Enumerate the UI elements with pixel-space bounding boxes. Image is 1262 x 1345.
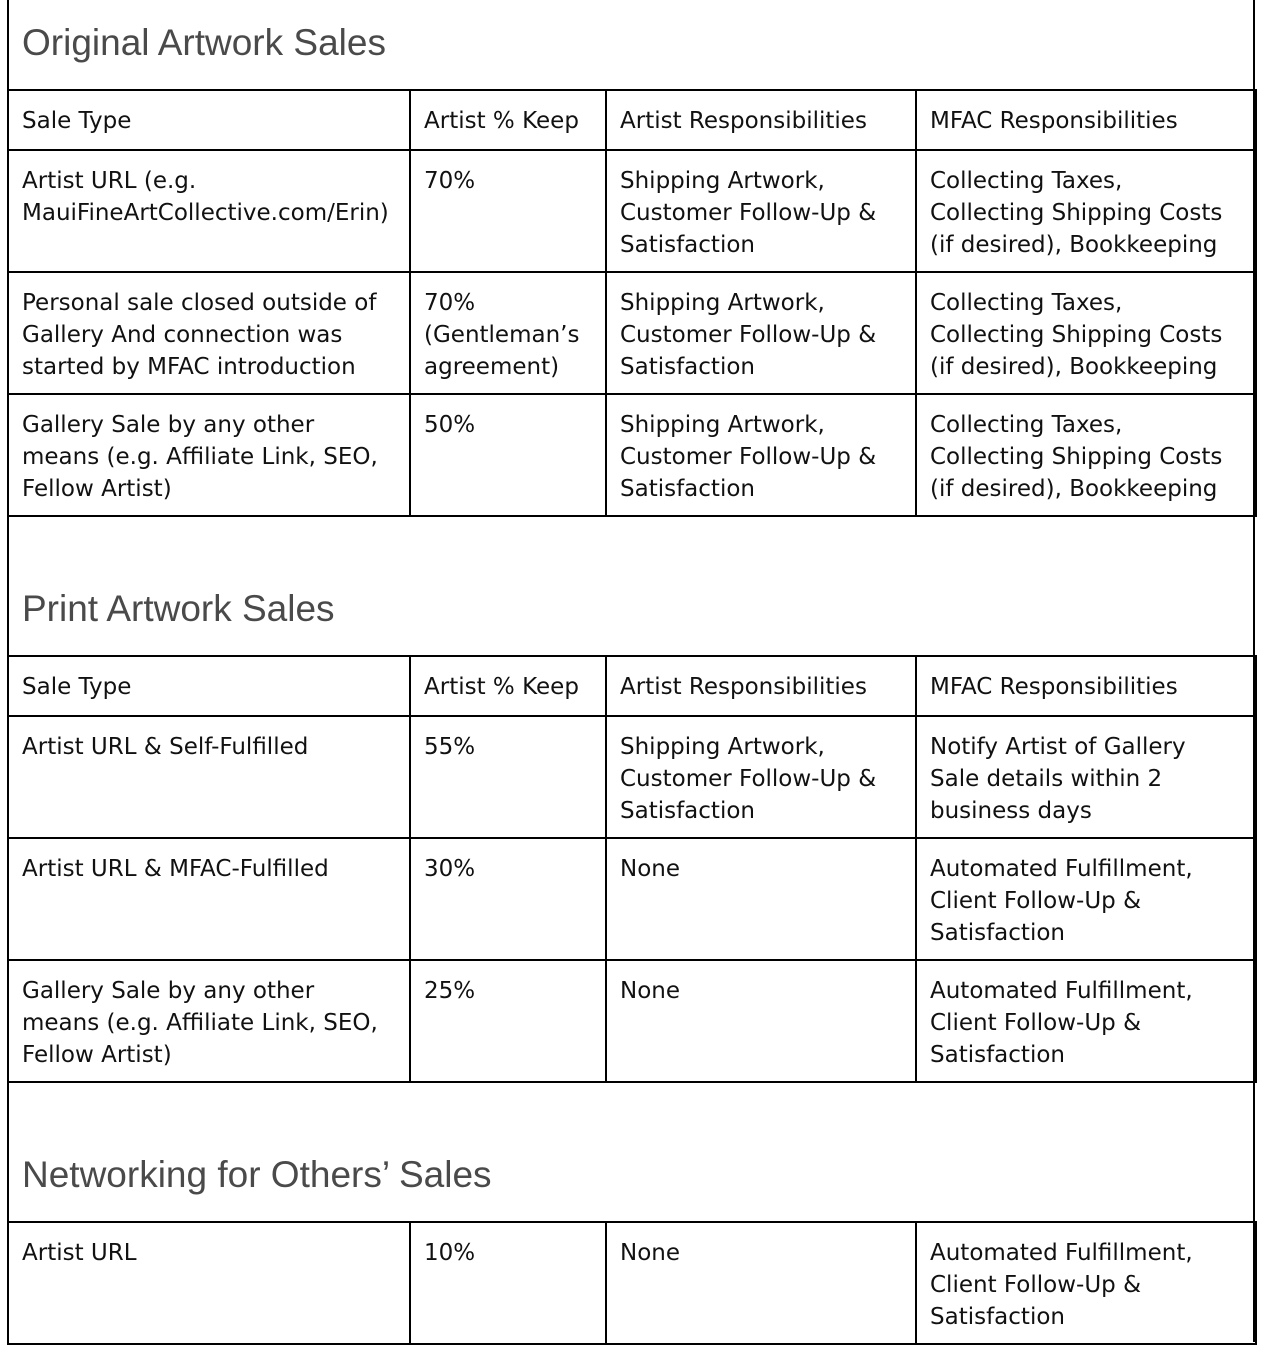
table-cell[interactable]: 50% <box>410 394 606 516</box>
table-cell[interactable]: Collecting Taxes, Collecting Shipping Costs (if desired), Bookkeeping <box>916 394 1256 516</box>
header-sale-type[interactable]: Sale Type <box>8 90 410 150</box>
table-row <box>8 838 1256 960</box>
table-cell[interactable]: Personal sale closed outside of Gallery And connection was started by MFAC introduction <box>8 272 410 394</box>
table-cell[interactable]: Artist URL (e.g. MauiFineArtCollective.com/Erin) <box>8 150 410 272</box>
header-artist-responsibilities[interactable]: Artist Responsibilities <box>606 90 916 150</box>
table-row <box>8 150 1256 272</box>
table-cell[interactable]: Shipping Artwork, Customer Follow-Up & Satisfaction <box>606 394 916 516</box>
table-row <box>8 960 1256 1082</box>
header-mfac-responsibilities[interactable]: MFAC Responsibilities <box>916 656 1256 716</box>
header-artist-keep[interactable]: Artist % Keep <box>410 656 606 716</box>
print-artwork-table <box>7 655 1257 1083</box>
table-cell[interactable]: Automated Fulfillment, Client Follow-Up & Satisfaction <box>916 1222 1256 1344</box>
document-page[interactable] <box>7 0 1255 1342</box>
table-cell[interactable]: Artist URL & MFAC-Fulfilled <box>8 838 410 960</box>
networking-table <box>7 1221 1257 1345</box>
table-cell[interactable]: 70% <box>410 150 606 272</box>
table-cell[interactable]: 30% <box>410 838 606 960</box>
table-cell[interactable]: 55% <box>410 716 606 838</box>
section-title-print-artwork: Print Artwork Sales <box>22 588 335 629</box>
table-cell[interactable]: Artist URL <box>8 1222 410 1344</box>
table-row <box>8 272 1256 394</box>
table-cell[interactable]: 70% (Gentleman’s agreement) <box>410 272 606 394</box>
table-cell[interactable]: Shipping Artwork, Customer Follow-Up & Satisfaction <box>606 150 916 272</box>
table-cell[interactable]: Collecting Taxes, Collecting Shipping Costs (if desired), Bookkeeping <box>916 150 1256 272</box>
header-artist-responsibilities[interactable]: Artist Responsibilities <box>606 656 916 716</box>
table-row <box>8 716 1256 838</box>
table-cell[interactable]: Gallery Sale by any other means (e.g. Affiliate Link, SEO, Fellow Artist) <box>8 394 410 516</box>
table-cell[interactable]: Automated Fulfillment, Client Follow-Up & Satisfaction <box>916 838 1256 960</box>
table-header-row <box>8 656 1256 716</box>
table-cell[interactable]: Artist URL & Self-Fulfilled <box>8 716 410 838</box>
table-cell[interactable]: Gallery Sale by any other means (e.g. Affiliate Link, SEO, Fellow Artist) <box>8 960 410 1082</box>
table-row <box>8 1222 1256 1344</box>
original-artwork-table <box>7 89 1257 517</box>
table-cell[interactable]: None <box>606 960 916 1082</box>
table-cell[interactable]: 10% <box>410 1222 606 1344</box>
table-cell[interactable]: None <box>606 1222 916 1344</box>
table-row <box>8 394 1256 516</box>
header-artist-keep[interactable]: Artist % Keep <box>410 90 606 150</box>
table-cell[interactable]: Automated Fulfillment, Client Follow-Up & Satisfaction <box>916 960 1256 1082</box>
table-cell[interactable]: None <box>606 838 916 960</box>
table-cell[interactable]: Notify Artist of Gallery Sale details within 2 business days <box>916 716 1256 838</box>
header-sale-type[interactable]: Sale Type <box>8 656 410 716</box>
header-mfac-responsibilities[interactable]: MFAC Responsibilities <box>916 90 1256 150</box>
table-cell[interactable]: Shipping Artwork, Customer Follow-Up & Satisfaction <box>606 716 916 838</box>
table-cell[interactable]: 25% <box>410 960 606 1082</box>
table-cell[interactable]: Collecting Taxes, Collecting Shipping Costs (if desired), Bookkeeping <box>916 272 1256 394</box>
section-title-original-artwork: Original Artwork Sales <box>22 22 386 63</box>
table-header-row <box>8 90 1256 150</box>
section-title-networking: Networking for Others’ Sales <box>22 1154 492 1195</box>
table-cell[interactable]: Shipping Artwork, Customer Follow-Up & Satisfaction <box>606 272 916 394</box>
